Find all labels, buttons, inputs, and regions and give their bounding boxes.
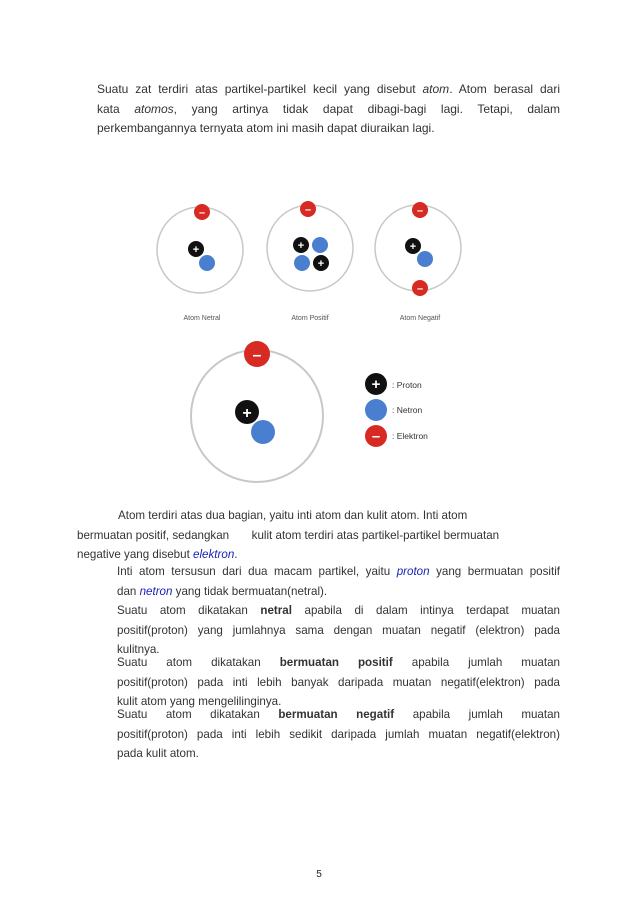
atom-figure-top [150, 192, 485, 327]
para4-line-3: kulit atom yang mengelilinginya. [117, 695, 282, 708]
text: Suatu atom dikatakan [117, 708, 279, 721]
term-atomos: atomos [134, 101, 174, 116]
term-bermuatan-positif: bermuatan positif [279, 656, 393, 669]
text: dan [117, 584, 140, 598]
neutron-icon [417, 251, 433, 267]
atom-legend-diagram [185, 338, 455, 488]
term-netron: netron [139, 584, 173, 598]
paragraph-netral [117, 601, 560, 660]
paragraph-atom-parts [77, 506, 560, 565]
text: negative yang disebut [77, 548, 194, 561]
neutron-icon [251, 420, 275, 444]
text: yang tidak bermuatan(netral). [172, 584, 328, 598]
electron-sign: – [304, 204, 312, 216]
big-atom [191, 341, 323, 482]
paragraph-nucleus [117, 562, 560, 601]
para2-line-1 [117, 562, 560, 582]
neutron-icon [294, 255, 310, 271]
intro-line-2 [97, 100, 560, 120]
para4-line-1 [117, 653, 560, 673]
text: . Atom berasal dari [449, 82, 560, 96]
para3-line-2: positif(proton) yang jumlahnya sama dengan muatan negatif (elektron) pada [117, 623, 560, 637]
text: apabila di dalam intinya terdapat muatan [291, 604, 560, 617]
para3-line-3: kulitnya. [117, 643, 160, 656]
proton-sign: + [409, 241, 417, 253]
proton-sign: + [371, 376, 381, 393]
neutron-icon [199, 255, 215, 271]
term-netral: netral [260, 604, 292, 617]
neutron-icon [312, 237, 328, 253]
proton-sign: + [317, 258, 325, 270]
para2-line-2 [117, 582, 560, 602]
text: Suatu zat terdiri atas partikel-partikel kecil yang disebut [97, 82, 423, 96]
text: Inti atom tersusun dari dua macam partikel, yaitu [117, 565, 397, 578]
electron-sign: – [416, 283, 424, 295]
atom-label: Atom Netral [183, 315, 221, 322]
atom-positif [267, 201, 353, 322]
legend-label-neutron: : Netron [392, 405, 423, 415]
legend [365, 373, 428, 447]
term-bermuatan-negatif: bermuatan negatif [278, 708, 395, 721]
term-elektron: elektron [193, 548, 235, 561]
text: Suatu atom dikatakan [117, 656, 280, 669]
page-number: 5 [316, 869, 322, 880]
atom-label: Atom Positif [291, 315, 329, 322]
neutron-icon [365, 399, 387, 421]
atom-diagram-row [150, 192, 485, 327]
para5-line-3: pada kulit atom. [117, 747, 199, 760]
para1-line-1: Atom terdiri atas dua bagian, yaitu inti atom dan kulit atom. Inti atom [118, 509, 468, 522]
atom-netral [157, 204, 243, 322]
proton-sign: + [297, 240, 305, 252]
electron-sign: – [371, 428, 381, 445]
paragraph-positif [117, 653, 560, 712]
electron-sign: – [198, 207, 206, 219]
legend-label-electron: : Elektron [392, 431, 428, 441]
text: apabila jumlah muatan [392, 656, 560, 669]
proton-sign: + [192, 244, 200, 256]
para5-line-2: positif(proton) pada inti lebih sedikit daripada jumlah muatan negatif(elektron) [117, 727, 560, 741]
intro-line-3: perkembangannya ternyata atom ini masih dapat diuraikan lagi. [97, 121, 435, 135]
electron-sign: – [416, 205, 424, 217]
proton-sign: + [242, 405, 252, 422]
text: yang bermuatan positif [429, 565, 560, 578]
paragraph-negatif [117, 705, 560, 764]
text: . [234, 548, 238, 561]
para1-line-2: bermuatan positif, sedangkan kulit atom terdiri atas partikel-partikel bermuatan [77, 528, 500, 542]
atom-negatif [375, 202, 461, 322]
electron-sign: – [252, 347, 262, 364]
para5-line-1 [117, 705, 560, 725]
term-atom: atom [422, 82, 450, 96]
intro-line-1 [97, 80, 560, 100]
para3-line-1 [117, 601, 560, 621]
text: Suatu atom dikatakan [117, 604, 261, 617]
text: apabila jumlah muatan [394, 708, 560, 721]
para4-line-2: positif(proton) pada inti lebih banyak daripada muatan negatif(elektron) pada [117, 675, 560, 689]
term-proton: proton [396, 565, 430, 578]
atom-figure-bottom [185, 338, 455, 488]
intro-paragraph [97, 80, 560, 139]
orbit [267, 205, 353, 291]
atom-label: Atom Negatif [399, 315, 441, 322]
text: , yang artinya tidak dapat dibagi-bagi lagi. Tetapi, dalam [173, 101, 561, 116]
text: kata [97, 101, 135, 116]
legend-label-proton: : Proton [392, 380, 422, 390]
